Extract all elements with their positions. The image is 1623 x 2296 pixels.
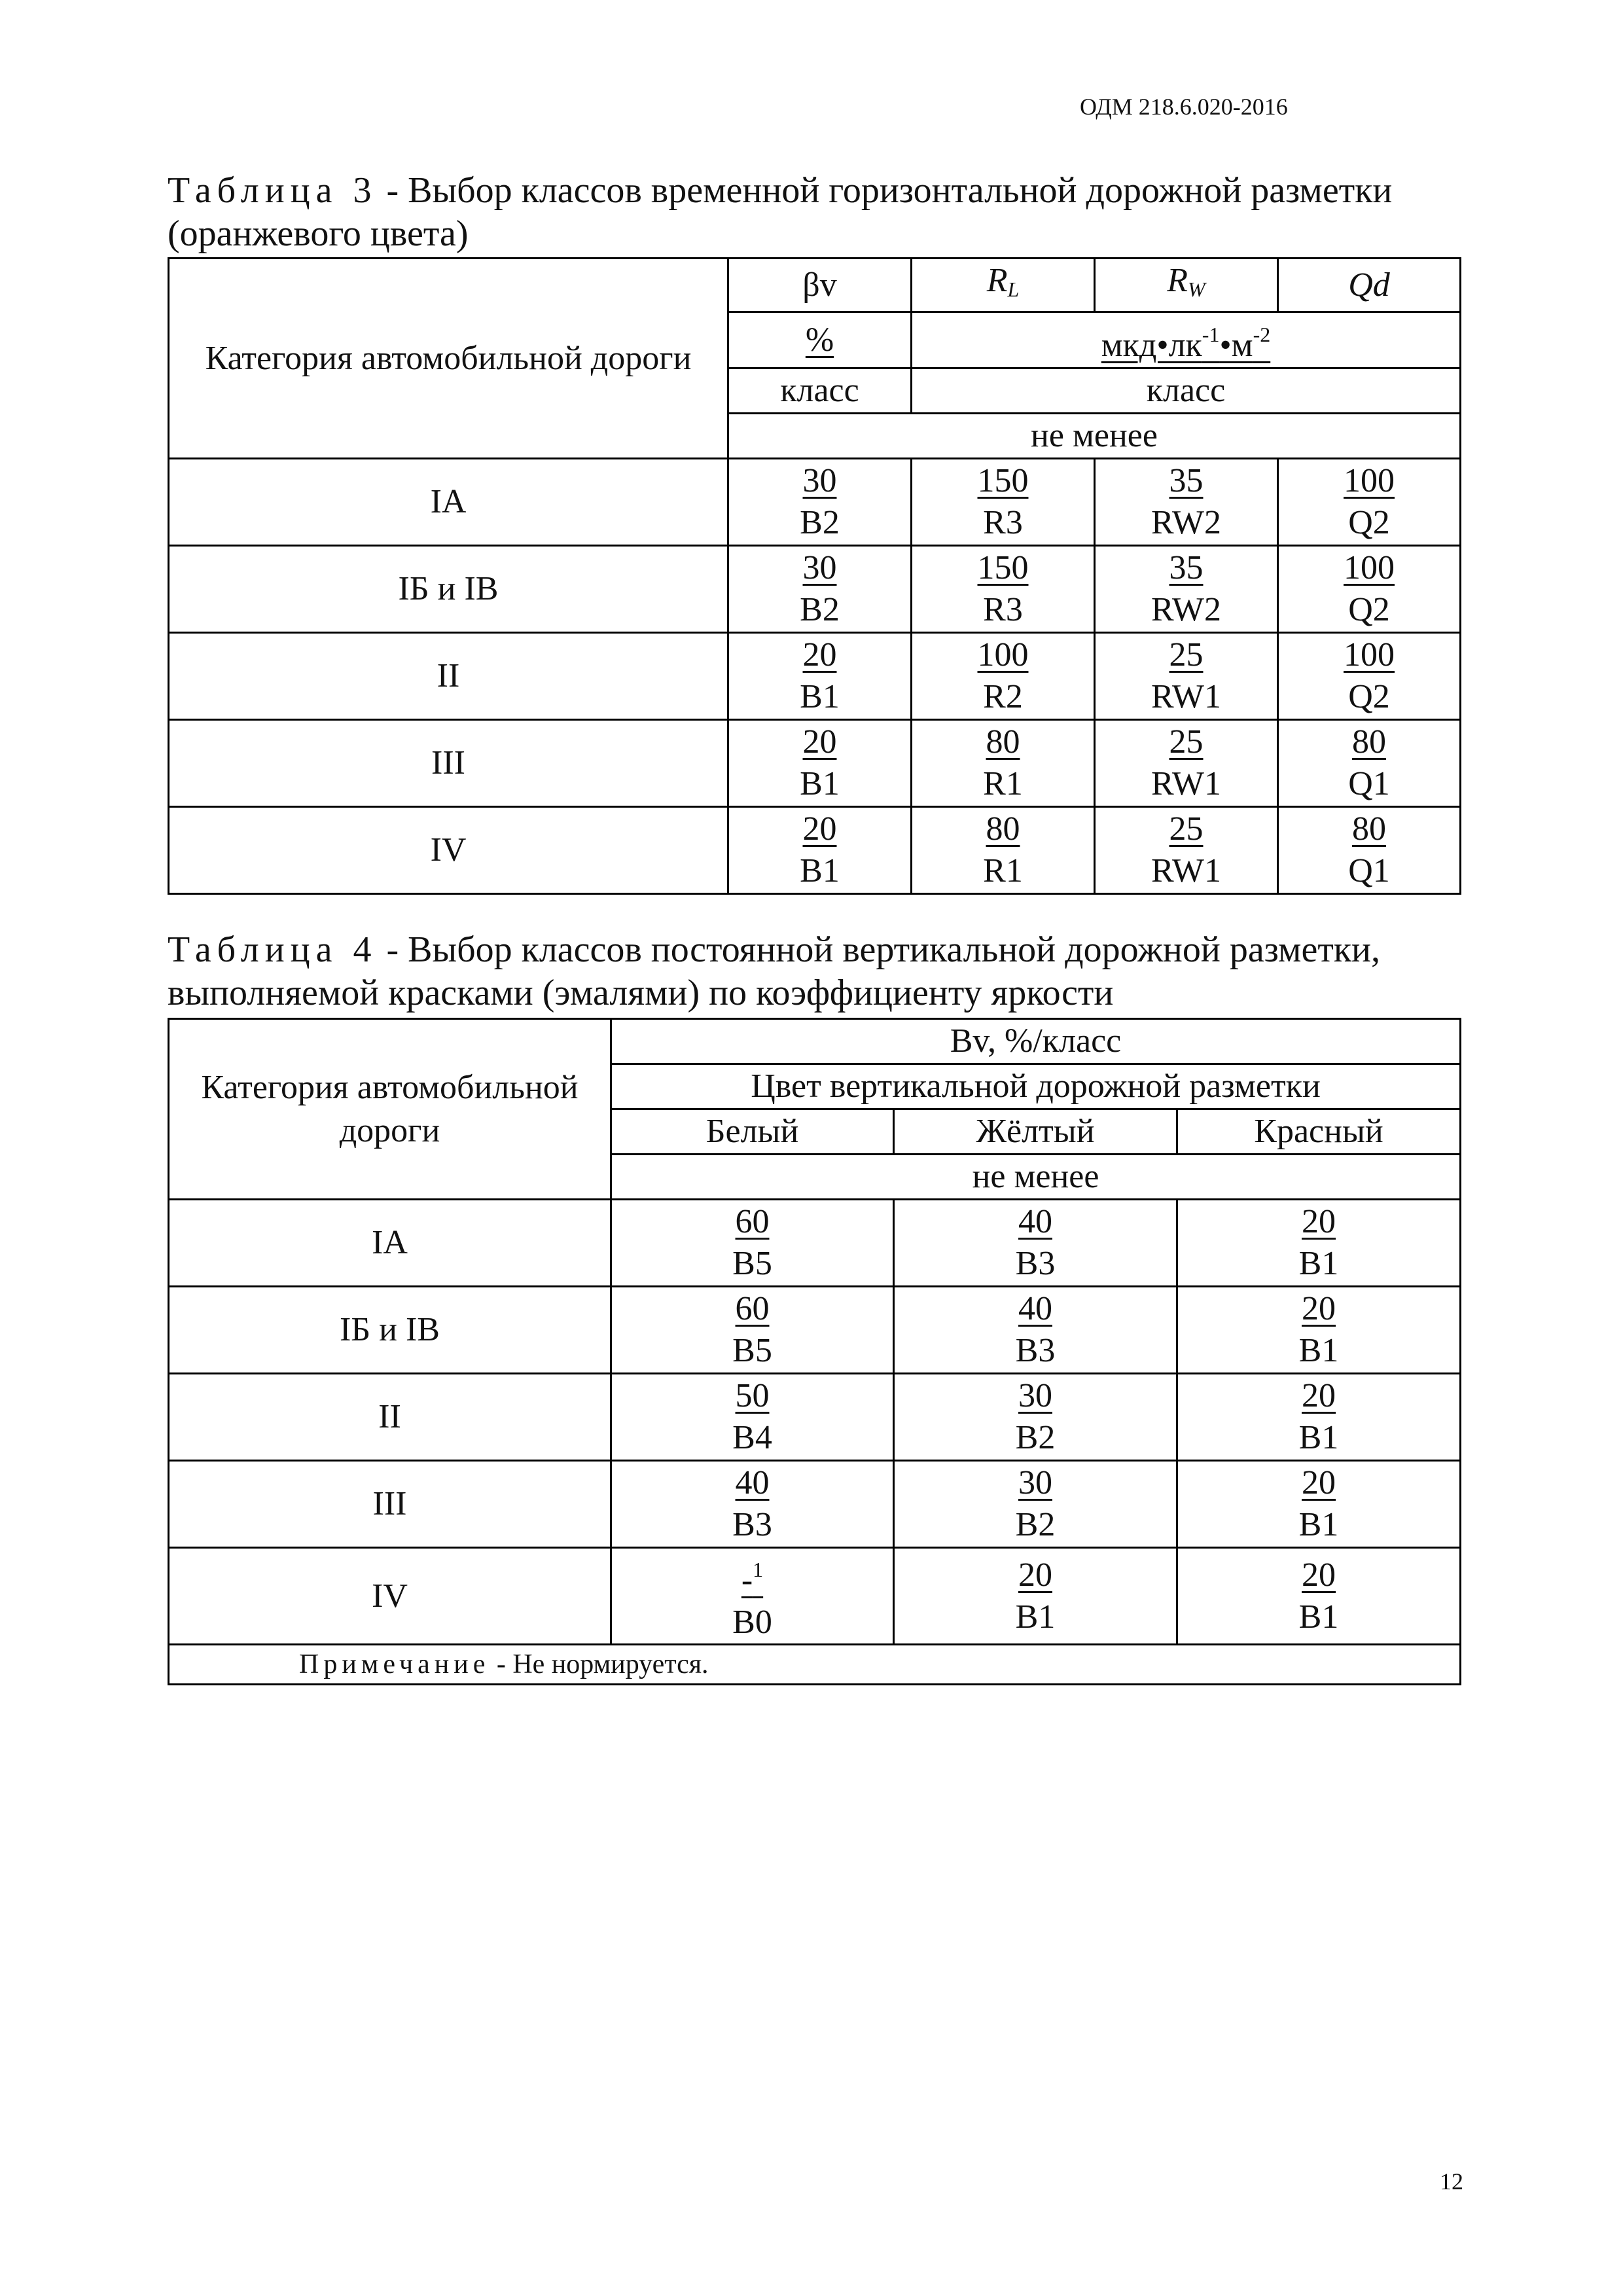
table-cell <box>894 1287 1177 1374</box>
cell-value: 80 <box>986 810 1020 848</box>
table4-col-yellow: Жёлтый <box>894 1109 1177 1155</box>
table-cell <box>728 633 912 720</box>
table3-unit-percent: % <box>728 312 912 368</box>
table4-bv-header: Вv, %/класс <box>611 1019 1461 1064</box>
table-cell <box>728 546 912 633</box>
document-code: ОДМ 218.6.020-2016 <box>1080 94 1288 120</box>
cell-class: RW1 <box>1151 765 1221 802</box>
table4-min-label: не менее <box>611 1155 1461 1200</box>
cell-class: R1 <box>983 765 1023 802</box>
cell-value: 25 <box>1169 723 1204 761</box>
table-cell <box>611 1548 894 1645</box>
row-category: II <box>169 1374 611 1461</box>
table-cell <box>912 546 1095 633</box>
cell-class: В2 <box>800 504 840 541</box>
table4-note <box>169 1645 1461 1685</box>
cell-value: 80 <box>986 723 1020 761</box>
cell-class: Q2 <box>1348 591 1390 628</box>
table4-note-text: - Не нормируется. <box>490 1649 709 1679</box>
cell-value: 20 <box>802 810 837 848</box>
table-cell <box>894 1200 1177 1287</box>
table-cell <box>912 459 1095 546</box>
cell-class: Q2 <box>1348 678 1390 715</box>
cell-value: 20 <box>1302 1290 1336 1327</box>
row-category: IV <box>169 1548 611 1645</box>
table-cell <box>1095 459 1278 546</box>
cell-class: В3 <box>1015 1245 1056 1282</box>
table3-class-label: класс <box>912 368 1461 414</box>
cell-class: В1 <box>1298 1598 1339 1636</box>
cell-value: 100 <box>1344 636 1395 673</box>
cell-class: В2 <box>1015 1506 1056 1543</box>
page-number: 12 <box>1440 2168 1463 2195</box>
table3-col-rw: $R_W$ <box>1095 259 1278 312</box>
table-cell <box>1177 1548 1461 1645</box>
table-cell <box>1278 459 1461 546</box>
cell-class: В1 <box>800 678 840 715</box>
cell-value: 20 <box>802 723 837 761</box>
row-category: III <box>169 1461 611 1548</box>
table4-col-red: Красный <box>1177 1109 1461 1155</box>
table-cell <box>1278 807 1461 894</box>
table-cell <box>1095 546 1278 633</box>
table3-unit-mcd: $мкд•лк^{-1}•м^{-2}$ <box>912 312 1461 368</box>
table3-caption-text: - Выбор классов временной горизонтальной дорожной разметки (оранжевого цвета) <box>168 170 1393 254</box>
cell-class: В3 <box>1015 1332 1056 1369</box>
row-category: IБ и IВ <box>169 1287 611 1374</box>
cell-value: 50 <box>735 1377 770 1414</box>
table-cell <box>728 720 912 807</box>
table-row <box>169 633 1461 720</box>
cell-class: R1 <box>983 852 1023 889</box>
cell-value: 25 <box>1169 810 1204 848</box>
cell-value: 20 <box>1302 1203 1336 1240</box>
table-cell <box>1278 720 1461 807</box>
table-cell <box>912 807 1095 894</box>
cell-class: R3 <box>983 504 1023 541</box>
cell-class: RW1 <box>1151 852 1221 889</box>
table-cell <box>1278 633 1461 720</box>
cell-value: 30 <box>802 462 837 499</box>
cell-value: 40 <box>735 1464 770 1501</box>
table-cell <box>611 1374 894 1461</box>
table-row <box>169 807 1461 894</box>
cell-class: В1 <box>1298 1419 1339 1456</box>
table-row <box>169 1200 1461 1287</box>
table4-caption-text: - Выбор классов постоянной вертикальной дорожной разметки, выполняемой красками (эмалями) по коэффициенту яркости <box>168 929 1380 1013</box>
cell-class: В1 <box>1298 1506 1339 1543</box>
table3-class-label: класс <box>728 368 912 414</box>
cell-class: В1 <box>1015 1598 1056 1636</box>
table-row <box>169 459 1461 546</box>
cell-value: 35 <box>1169 549 1204 586</box>
row-category: IБ и IВ <box>169 546 728 633</box>
cell-value: 20 <box>802 636 837 673</box>
cell-value: 35 <box>1169 462 1204 499</box>
table-row <box>169 1287 1461 1374</box>
table3-caption <box>168 169 1476 255</box>
table3-col-rl: $R_L$ <box>912 259 1095 312</box>
row-category: IА <box>169 1200 611 1287</box>
cell-value: 20 <box>1302 1556 1336 1594</box>
cell-value: 20 <box>1302 1377 1336 1414</box>
cell-class: RW2 <box>1151 591 1221 628</box>
cell-value: 60 <box>735 1203 770 1240</box>
row-category: IV <box>169 807 728 894</box>
cell-value: 30 <box>1018 1464 1052 1501</box>
cell-class: R3 <box>983 591 1023 628</box>
cell-class: Q1 <box>1348 852 1390 889</box>
row-category: II <box>169 633 728 720</box>
cell-class: RW2 <box>1151 504 1221 541</box>
cell-value: 80 <box>1352 723 1386 761</box>
cell-class: R2 <box>983 678 1023 715</box>
cell-class: RW1 <box>1151 678 1221 715</box>
table4-color-header: Цвет вертикальной дорожной разметки <box>611 1064 1461 1109</box>
table4-caption <box>168 928 1476 1014</box>
table3-col-bv: βv <box>728 259 912 312</box>
table-cell <box>1177 1200 1461 1287</box>
table3-min-label: не менее <box>728 414 1461 459</box>
cell-class: В1 <box>1298 1245 1339 1282</box>
cell-class: Q2 <box>1348 504 1390 541</box>
table4-note-lead: Примечание <box>299 1649 490 1679</box>
table-cell <box>894 1374 1177 1461</box>
table-cell <box>894 1461 1177 1548</box>
cell-class: В5 <box>732 1332 772 1369</box>
cell-value: 25 <box>1169 636 1204 673</box>
cell-value: 100 <box>1344 549 1395 586</box>
table-cell <box>912 633 1095 720</box>
cell-class: В4 <box>732 1419 772 1456</box>
cell-value: 60 <box>735 1290 770 1327</box>
cell-value: 20 <box>1302 1464 1336 1501</box>
cell-value: 40 <box>1018 1203 1052 1240</box>
table-cell <box>1095 633 1278 720</box>
table-cell <box>1177 1461 1461 1548</box>
table-cell <box>1095 720 1278 807</box>
table-row <box>169 546 1461 633</box>
row-category: IА <box>169 459 728 546</box>
table-cell <box>1177 1374 1461 1461</box>
table-row <box>169 1374 1461 1461</box>
table-cell <box>1177 1287 1461 1374</box>
cell-value: 80 <box>1352 810 1386 848</box>
cell-value: 30 <box>1018 1377 1052 1414</box>
table-cell <box>728 807 912 894</box>
table-cell <box>1095 807 1278 894</box>
table4 <box>168 1018 1461 1685</box>
cell-class: В3 <box>732 1506 772 1543</box>
table-cell <box>912 720 1095 807</box>
cell-class: В1 <box>1298 1332 1339 1369</box>
cell-value: 20 <box>1018 1556 1052 1594</box>
table-cell <box>611 1200 894 1287</box>
cell-value: 30 <box>802 549 837 586</box>
table4-col-white: Белый <box>611 1109 894 1155</box>
cell-class: Q1 <box>1348 765 1390 802</box>
table-cell <box>894 1548 1177 1645</box>
cell-class: В1 <box>800 852 840 889</box>
table3-category-header: Категория автомобильной дороги <box>169 259 728 459</box>
cell-value: 100 <box>977 636 1029 673</box>
cell-value: 150 <box>977 462 1029 499</box>
row-category: III <box>169 720 728 807</box>
cell-class: В5 <box>732 1245 772 1282</box>
cell-value: -$^1$ <box>741 1558 764 1599</box>
table-row <box>169 1461 1461 1548</box>
table3-col-qd: Qd <box>1278 259 1461 312</box>
cell-value: 150 <box>977 549 1029 586</box>
table-cell <box>611 1461 894 1548</box>
cell-class: В2 <box>1015 1419 1056 1456</box>
table4-caption-lead: Таблица 4 <box>168 929 378 970</box>
table3 <box>168 257 1461 895</box>
table-row <box>169 720 1461 807</box>
cell-value: 40 <box>1018 1290 1052 1327</box>
table-cell <box>728 459 912 546</box>
cell-class: В2 <box>800 591 840 628</box>
cell-class: В0 <box>732 1604 772 1641</box>
cell-class: В1 <box>800 765 840 802</box>
table-cell <box>611 1287 894 1374</box>
table3-caption-lead: Таблица 3 <box>168 170 378 211</box>
cell-value: 100 <box>1344 462 1395 499</box>
table-row <box>169 1548 1461 1645</box>
table4-category-header: Категория автомобильной дороги <box>169 1019 611 1200</box>
table-cell <box>1278 546 1461 633</box>
